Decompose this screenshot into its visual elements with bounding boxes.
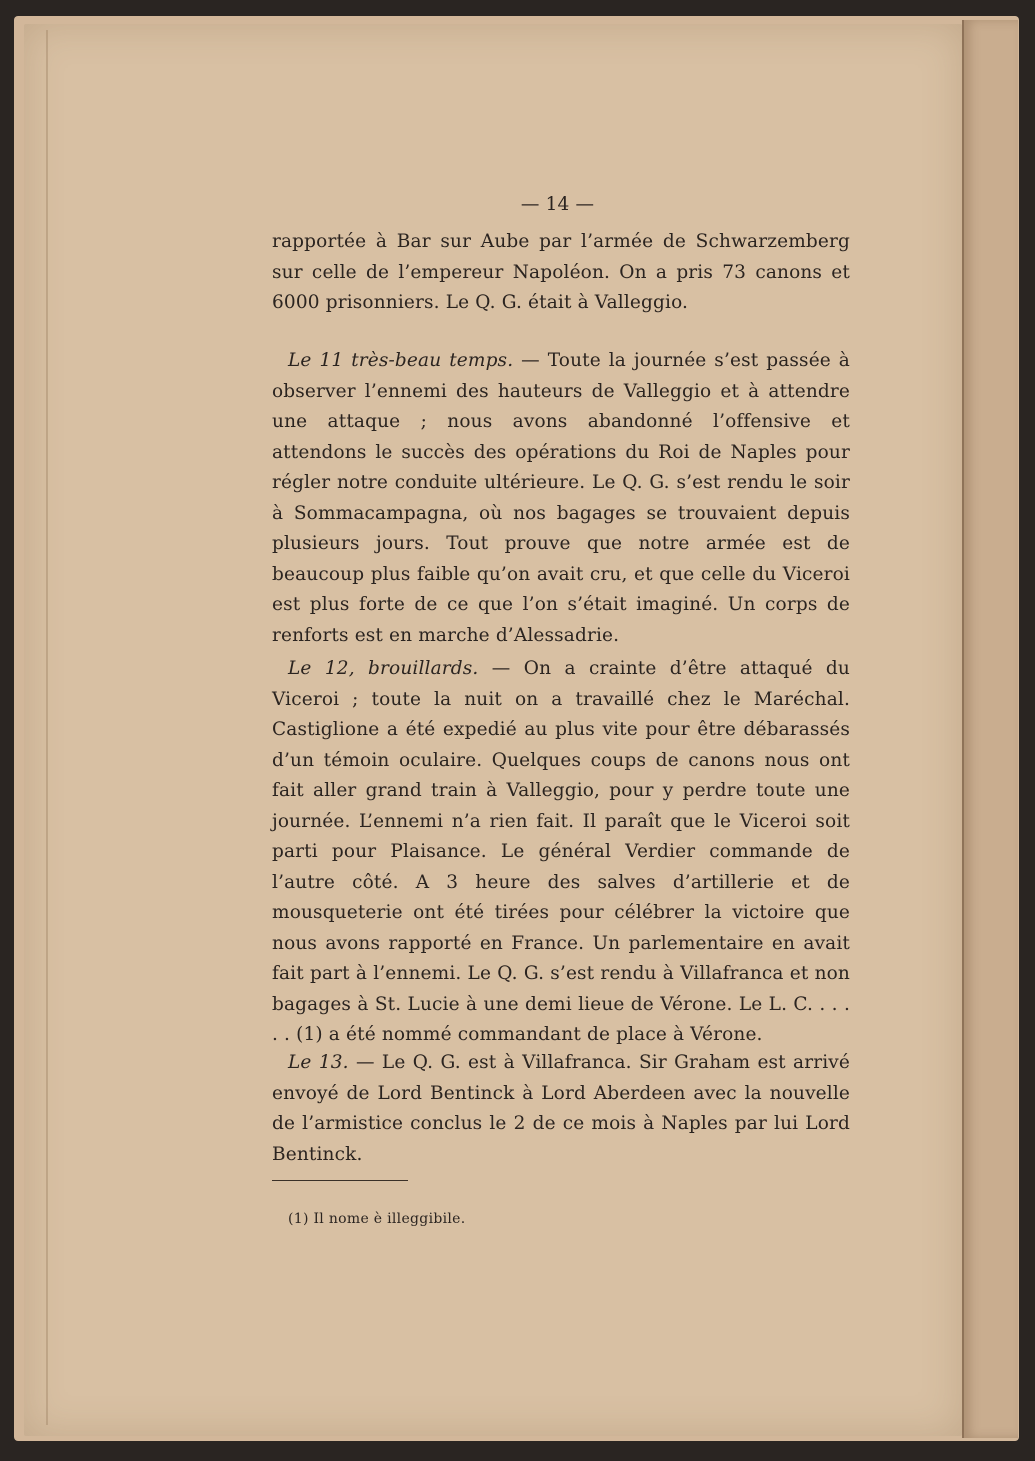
paragraph-2-text: — Toute la journée s’est passée à observer l’ennemi des hauteurs de Valleggio et à attendre une attaque ; nous avons abandonné l’offensive et attendons le succès des opérations du Roi de Naples pour régler notre conduite ultérieure. Le Q. G. s’est rendu le soir à Sommacampagna, où nos bagages se trouvaient depuis plusieurs jours. Tout prouve que notre armée est de beaucoup plus faible qu’on avait cru, et que celle du Viceroi est plus forte de ce que l’on s’était imaginé. Un corps de renforts est en marche d’Alessadrie. bbox=[272, 350, 850, 646]
paragraph-2-date: Le 11 très-beau temps. bbox=[288, 350, 514, 371]
next-page-edge bbox=[962, 20, 1018, 1438]
paragraph-2 bbox=[272, 346, 850, 651]
binding-gutter bbox=[46, 30, 48, 1425]
page-number: — 14 — bbox=[520, 194, 595, 215]
paragraph-3-date: Le 12, brouillards. bbox=[288, 658, 479, 679]
paragraph-1-text: rapportée à Bar sur Aube par l’armée de Schwarzemberg sur celle de l’empereur Napoléon. On a pris 73 canons et 6000 prisonniers. Le Q. G. était à Valleggio. bbox=[272, 231, 850, 313]
paragraph-1 bbox=[272, 227, 850, 319]
paragraph-4 bbox=[272, 1048, 850, 1170]
paragraph-4-date: Le 13. bbox=[288, 1052, 349, 1073]
paragraph-4-text: — Le Q. G. est à Villafranca. Sir Graham est arrivé envoyé de Lord Bentinck à Lord Aberdeen avec la nouvelle de l’armistice conclus le 2 de ce mois à Naples par lui Lord Bentinck. bbox=[272, 1052, 850, 1165]
paragraph-3 bbox=[272, 654, 850, 1051]
footnote-divider bbox=[272, 1180, 408, 1181]
paragraph-3-text: — On a crainte d’être attaqué du Viceroi ; toute la nuit on a travaillé chez le Maréchal. Castiglione a été expedié au plus vite pour être débarassés d’un témoin oculaire. Quelques coups de canons nous ont fait aller grand train à Valleggio, pour y perdre toute une journée. L’ennemi n’a rien fait. Il paraît que le Viceroi soit parti pour Plaisance. Le général Verdier commande de l’autre côté. A 3 heure des salves d’artillerie et de mousqueterie ont été tirées pour célébrer la victoire que nous avons rapporté en France. Un parlementaire en avait fait part à l’ennemi. Le Q. G. s’est rendu à Villafranca et non bagages à St. Lucie à une demi lieue de Vérone. Le L. C. . . . . . (1) a été nommé commandant de place à Vérone. bbox=[272, 658, 850, 1045]
footnote: (1) Il nome è illeggibile. bbox=[288, 1211, 466, 1227]
